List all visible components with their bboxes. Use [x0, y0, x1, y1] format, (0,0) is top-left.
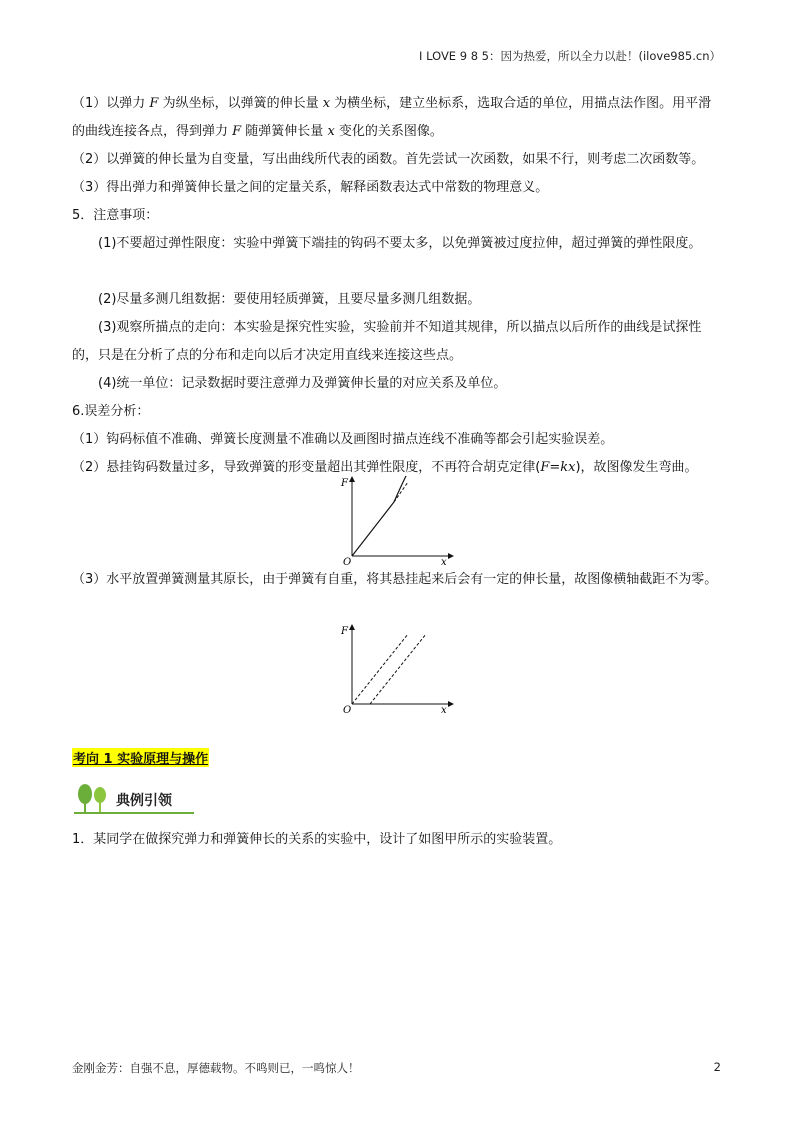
- question-1: 1．某同学在做探究弹力和弹簧伸长的关系的实验中，设计了如图甲所示的实验装置。: [72, 832, 562, 847]
- graph-nonlinear: [338, 474, 454, 566]
- y-label: F: [341, 626, 348, 637]
- dashed-line-origin: [352, 634, 408, 704]
- dashed-line-offset: [370, 634, 426, 704]
- variable-x: x: [327, 124, 335, 139]
- page-number: 2: [713, 1060, 721, 1074]
- notes-heading: 5．注意事项：: [72, 208, 159, 223]
- footer-motto: 金刚金芳：自强不息，厚德载物。不鸣则已，一鸣惊人！: [72, 1061, 360, 1075]
- section-title: 考向 1 实验原理与操作: [72, 748, 209, 767]
- note-1: (1)不要超过弹性限度：实验中弹簧下端挂的钩码不要太多，以免弹簧被过度拉伸，超过弹簧的弹性限度。: [98, 236, 702, 251]
- paragraph-step2: （2）以弹簧的伸长量为自变量，写出曲线所代表的函数。首先尝试一次函数，如果不行，则考虑二次函数等。: [72, 152, 705, 167]
- graph-offset: [338, 622, 454, 714]
- origin-label: O: [343, 705, 352, 714]
- text-run: )，故图像发生弯曲。: [575, 460, 698, 475]
- origin-label: O: [343, 557, 352, 566]
- x-axis-arrow: [448, 553, 454, 559]
- text-run: （2）悬挂钩码数量过多，导致弹簧的形变量超出其弹性限度，不再符合胡克定律(: [72, 460, 541, 475]
- hooke-law-formula: F=kx: [540, 460, 576, 475]
- y-label: F: [341, 478, 348, 489]
- text-run: 为横坐标，建立坐标系，选取合适的单位，用描点法作图。用平滑的曲线连接各点，得到弹力: [72, 96, 712, 139]
- note-4: (4)统一单位：记录数据时要注意弹力及弹簧伸长量的对应关系及单位。: [98, 376, 507, 391]
- banner-label: 典例引领: [116, 793, 172, 809]
- text-run: 为纵坐标，以弹簧的伸长量: [158, 96, 323, 111]
- text-run: 变化的关系图像。: [334, 124, 443, 139]
- paragraph-step3: （3）得出弹力和弹簧伸长量之间的定量关系，解释函数表达式中常数的物理意义。: [72, 180, 549, 195]
- x-axis-arrow: [448, 701, 454, 707]
- paragraph-step1: [72, 90, 724, 146]
- note-2: (2)尽量多测几组数据：要使用轻质弹簧，且要尽量多测几组数据。: [98, 292, 481, 307]
- y-axis-arrow: [349, 624, 355, 630]
- y-axis-arrow: [349, 476, 355, 482]
- page-header: I LOVE 9 8 5：因为热爱，所以全力以赴！(ilove985.cn）: [419, 49, 721, 63]
- x-label: x: [441, 705, 447, 714]
- error-1: （1）钩码标值不准确、弹簧长度测量不准确以及画图时描点连线不准确等都会引起实验误差。: [72, 432, 614, 447]
- error-3: （3）水平放置弹簧测量其原长，由于弹簧有自重，将其悬挂起来后会有一定的伸长量，故图像横轴截距不为零。: [72, 572, 718, 587]
- x-label: x: [441, 557, 447, 566]
- variable-x: x: [322, 96, 331, 111]
- error-heading: 6.误差分析：: [72, 404, 150, 419]
- example-banner: [72, 782, 196, 816]
- text-run: 随弹簧伸长量: [241, 124, 328, 139]
- variable-f: F: [232, 124, 242, 139]
- curve-line: [352, 476, 406, 556]
- note-3: (3)观察所描点的走向：本实验是探究性实验，实验前并不知道其规律，所以描点以后所作的曲线是试探性的，只是在分析了点的分布和走向以后才决定用直线来连接这些点。: [72, 320, 702, 363]
- text-run: （1）以弹力: [72, 96, 150, 111]
- variable-f: F: [149, 96, 159, 111]
